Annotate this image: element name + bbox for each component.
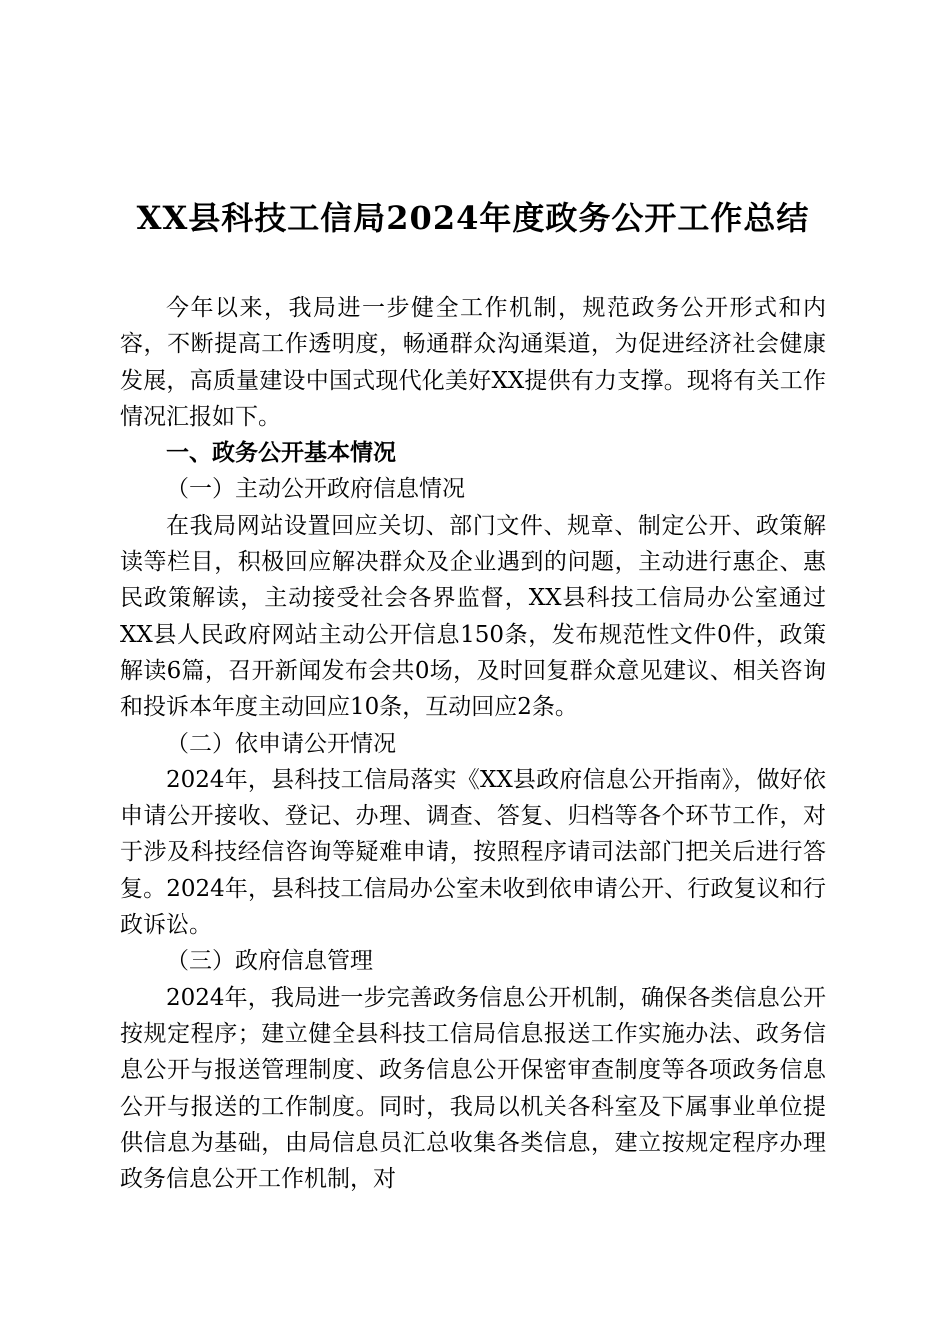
intro-paragraph: 今年以来，我局进一步健全工作机制，规范政务公开形式和内容，不断提高工作透明度，畅通群众沟通渠道，为促进经济社会健康发展，高质量建设中国式现代化美好XX提供有力支撑。现将有关工作情况汇报如下。 [120, 295, 826, 430]
proactive-disclosure-paragraph: 在我局网站设置回应关切、部门文件、规章、制定公开、政策解读等栏目，积极回应解决群众及企业遇到的问题，主动进行惠企、惠民政策解读，主动接受社会各界监督，XX县科技工信局办公室通过XX县人民政府网站主动公开信息150条，发布规范性文件0件，政策解读6篇，召开新闻发布会共0场，及时回复群众意见建议、相关咨询和投诉本年度主动回应10条，互动回应2条。 [120, 512, 826, 721]
subsection-heading-application-disclosure: （二）依申请公开情况 [166, 730, 396, 757]
subsection-heading-information-management: （三）政府信息管理 [166, 948, 373, 975]
document-body [120, 290, 826, 1197]
application-disclosure-paragraph: 2024年，县科技工信局落实《XX县政府信息公开指南》，做好依申请公开接收、登记、办理、调查、答复、归档等各个环节工作，对于涉及科技经信咨询等疑难申请，按照程序请司法部门把关后进行答复。2024年，县科技工信局办公室未收到依申请公开、行政复议和行政诉讼。 [120, 766, 826, 939]
document-title: XX县科技工信局2024年度政务公开工作总结 [136, 199, 810, 237]
information-management-paragraph: 2024年，我局进一步完善政务信息公开机制，确保各类信息公开按规定程序；建立健全县科技工信局信息报送工作实施办法、政务信息公开与报送管理制度、政务信息公开保密审查制度等各项政务信息公开与报送的工作制度。同时，我局以机关各科室及下属事业单位提供信息为基础，由局信息员汇总收集各类信息，建立按规定程序办理政务信息公开工作机制，对 [120, 984, 826, 1193]
section-heading-basic-situation: 一、政务公开基本情况 [166, 439, 396, 467]
subsection-heading-proactive-disclosure: （一）主动公开政府信息情况 [166, 476, 465, 503]
